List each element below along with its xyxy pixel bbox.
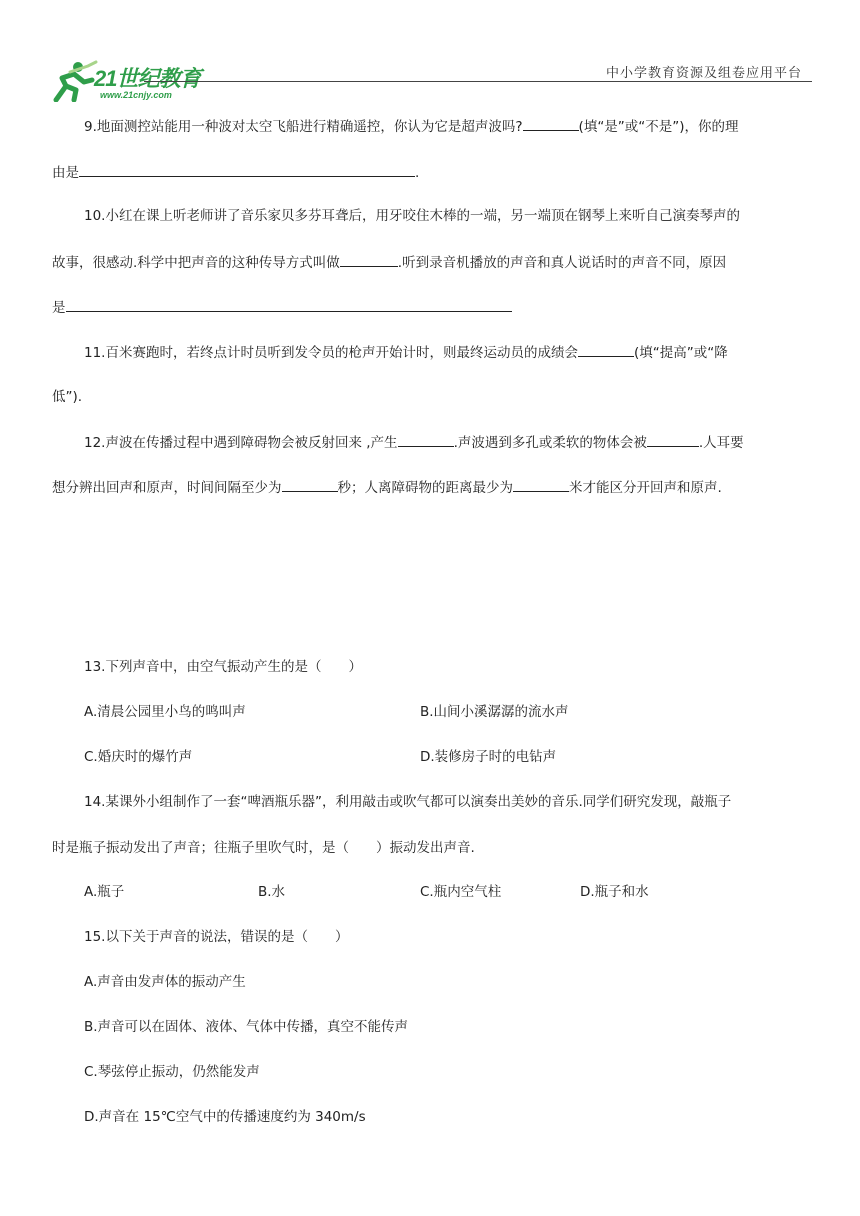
q9-text-b: (填“是”或“不是”)，你的理 bbox=[578, 119, 739, 135]
q9-line2 bbox=[52, 162, 812, 183]
q15-option-a[interactable]: A.声音由发声体的振动产生 bbox=[84, 974, 246, 990]
q11-text-b: (填“提高”或“降 bbox=[633, 345, 728, 361]
q15-stem: 15.以下关于声音的说法，错误的是（ ） bbox=[84, 929, 349, 945]
q14-option-d[interactable]: D.瓶子和水 bbox=[580, 884, 649, 900]
q12-line2 bbox=[52, 477, 812, 498]
platform-name: 中小学教育资源及组卷应用平台 bbox=[605, 66, 802, 81]
q13-option-c[interactable]: C.婚庆时的爆竹声 bbox=[84, 749, 193, 765]
q15-option-c[interactable]: C.琴弦停止振动，仍然能发声 bbox=[84, 1064, 260, 1080]
q11-blank[interactable] bbox=[578, 342, 634, 357]
q15-option-d[interactable]: D.声音在 15℃空气中的传播速度约为 340m/s bbox=[84, 1109, 366, 1125]
q13-option-d[interactable]: D.装修房子时的电钻声 bbox=[420, 749, 557, 765]
q10-text-a: 故事，很感动.科学中把声音的这种传导方式叫做 bbox=[52, 255, 340, 271]
q15-option-b[interactable]: B.声音可以在固体、液体、气体中传播，真空不能传声 bbox=[84, 1019, 409, 1035]
q12-text-e: 秒；人离障碍物的距离最少为 bbox=[337, 480, 513, 496]
page-header bbox=[48, 58, 812, 104]
q10-blank-2[interactable] bbox=[66, 297, 512, 312]
logo-text: 21世纪教育 bbox=[94, 66, 201, 91]
q10-blank-1[interactable] bbox=[340, 252, 398, 267]
q13-option-a[interactable]: A.清晨公园里小鸟的鸣叫声 bbox=[84, 704, 246, 720]
logo-url: www.21cnjy.com bbox=[100, 90, 172, 100]
q12-line1 bbox=[84, 432, 844, 453]
q12-text-b: .声波遇到多孔或柔软的物体会被 bbox=[453, 435, 647, 451]
q9-blank-1[interactable] bbox=[523, 116, 579, 131]
q9-line1 bbox=[84, 116, 844, 137]
q9-text-c: 由是 bbox=[52, 165, 79, 181]
q11-line1 bbox=[84, 342, 844, 363]
q12-text-a: 12.声波在传播过程中遇到障碍物会被反射回来 ,产生 bbox=[84, 435, 398, 451]
q14-option-a[interactable]: A.瓶子 bbox=[84, 884, 125, 900]
q14-option-c[interactable]: C.瓶内空气柱 bbox=[420, 884, 502, 900]
q12-blank-3[interactable] bbox=[282, 477, 338, 492]
q10-text-b: .听到录音机播放的声音和真人说话时的声音不同，原因 bbox=[397, 255, 727, 271]
q13-option-b[interactable]: B.山间小溪潺潺的流水声 bbox=[420, 704, 569, 720]
q10-line2 bbox=[52, 252, 812, 273]
q10-line3 bbox=[52, 297, 812, 318]
q14-line1: 14.某课外小组制作了一套“啤酒瓶乐器”，利用敲击或吹气都可以演奏出美妙的音乐.同学们研究发现，敲瓶子 bbox=[84, 794, 732, 810]
q12-blank-4[interactable] bbox=[513, 477, 569, 492]
q11-line2: 低”). bbox=[52, 389, 83, 405]
q9-text-a: 9.地面测控站能用一种波对太空飞船进行精确遥控，你认为它是超声波吗? bbox=[84, 119, 523, 135]
q12-blank-1[interactable] bbox=[398, 432, 454, 447]
q14-line2: 时是瓶子振动发出了声音；往瓶子里吹气时，是（ ）振动发出声音. bbox=[52, 840, 475, 856]
q11-text-a: 11.百米赛跑时，若终点计时员听到发令员的枪声开始计时，则最终运动员的成绩会 bbox=[84, 345, 578, 361]
q12-text-d: 想分辨出回声和原声，时间间隔至少为 bbox=[52, 480, 282, 496]
q9-blank-2[interactable] bbox=[79, 162, 415, 177]
q12-text-f: 米才能区分开回声和原声. bbox=[569, 480, 722, 496]
q10-line1: 10.小红在课上听老师讲了音乐家贝多芬耳聋后，用牙咬住木棒的一端，另一端顶在钢琴上来听自己演奏琴声的 bbox=[84, 208, 740, 224]
q9-text-d: . bbox=[415, 165, 420, 181]
q14-option-b[interactable]: B.水 bbox=[258, 884, 286, 900]
q12-text-c: .人耳要 bbox=[698, 435, 744, 451]
q13-stem: 13.下列声音中，由空气振动产生的是（ ） bbox=[84, 659, 362, 675]
q12-blank-2[interactable] bbox=[647, 432, 699, 447]
q10-text-c: 是 bbox=[52, 300, 66, 316]
header-rule bbox=[144, 81, 812, 82]
runner-icon bbox=[48, 60, 98, 102]
